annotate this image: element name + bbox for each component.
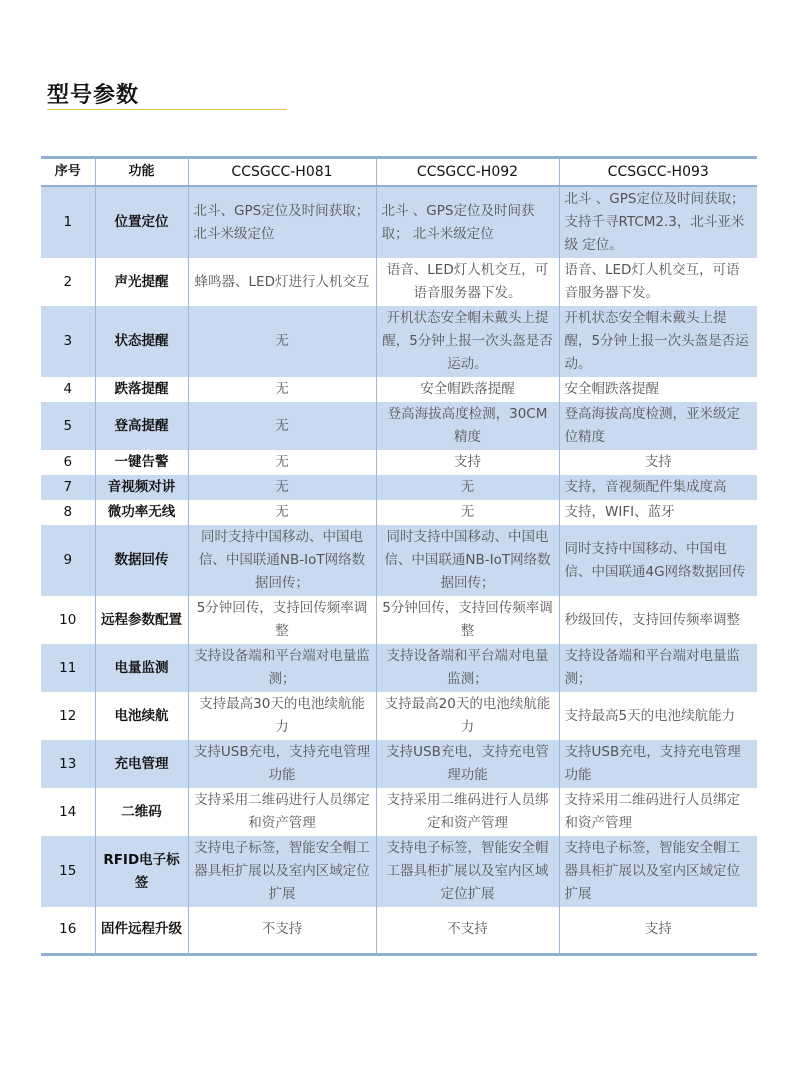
row-no: 1 xyxy=(41,186,95,258)
cell-h093: 支持，WIFI、蓝牙 xyxy=(559,500,757,525)
cell-h081: 蜂鸣器、LED灯进行人机交互 xyxy=(188,258,376,306)
cell-h081: 无 xyxy=(188,306,376,377)
table-row xyxy=(41,788,757,836)
row-function: 声光提醒 xyxy=(95,258,188,306)
cell-h081: 支持USB充电，支持充电管理功能 xyxy=(188,740,376,788)
table-row xyxy=(41,475,757,500)
row-function: 微功率无线 xyxy=(95,500,188,525)
cell-h081: 支持采用二维码进行人员绑定和资产管理 xyxy=(188,788,376,836)
cell-h093: 语音、LED灯人机交互，可语音服务器下发。 xyxy=(559,258,757,306)
header-h081: CCSGCC-H081 xyxy=(188,158,376,187)
cell-h093: 支持采用二维码进行人员绑定和资产管理 xyxy=(559,788,757,836)
cell-h081: 支持最高30天的电池续航能力 xyxy=(188,692,376,740)
cell-h092: 语音、LED灯人机交互，可语音服务器下发。 xyxy=(376,258,559,306)
table-row xyxy=(41,836,757,907)
cell-h081: 无 xyxy=(188,377,376,402)
cell-h092: 支持设备端和平台端对电量监测； xyxy=(376,644,559,692)
cell-h093: 支持 xyxy=(559,907,757,954)
cell-h093: 支持，音视频配件集成度高 xyxy=(559,475,757,500)
cell-h093: 登高海拔高度检测，亚米级定位精度 xyxy=(559,402,757,450)
cell-h092: 无 xyxy=(376,500,559,525)
row-no: 2 xyxy=(41,258,95,306)
row-no: 9 xyxy=(41,525,95,596)
cell-h092: 支持USB充电，支持充电管理功能 xyxy=(376,740,559,788)
table-row xyxy=(41,644,757,692)
row-no: 8 xyxy=(41,500,95,525)
cell-h081: 不支持 xyxy=(188,907,376,954)
row-no: 4 xyxy=(41,377,95,402)
row-function: 数据回传 xyxy=(95,525,188,596)
cell-h081: 北斗、GPS定位及时间获取； 北斗米级定位 xyxy=(188,186,376,258)
cell-h081: 无 xyxy=(188,500,376,525)
title-underline xyxy=(47,109,287,110)
row-function: RFID电子标签 xyxy=(95,836,188,907)
row-function: 电量监测 xyxy=(95,644,188,692)
table-row xyxy=(41,596,757,644)
cell-h081: 无 xyxy=(188,475,376,500)
table-row xyxy=(41,450,757,475)
row-function: 音视频对讲 xyxy=(95,475,188,500)
row-function: 固件远程升级 xyxy=(95,907,188,954)
table-row xyxy=(41,740,757,788)
cell-h093: 支持USB充电，支持充电管理功能 xyxy=(559,740,757,788)
cell-h092: 支持采用二维码进行人员绑定和资产管理 xyxy=(376,788,559,836)
header-h093: CCSGCC-H093 xyxy=(559,158,757,187)
cell-h081: 5分钟回传，支持回传频率调整 xyxy=(188,596,376,644)
page-title: 型号参数 xyxy=(47,83,140,108)
row-no: 3 xyxy=(41,306,95,377)
table-header-row xyxy=(41,158,757,187)
row-function: 电池续航 xyxy=(95,692,188,740)
cell-h092: 无 xyxy=(376,475,559,500)
table-row xyxy=(41,186,757,258)
cell-h092: 开机状态安全帽未戴头上提醒，5分钟上报一次头盔是否运动。 xyxy=(376,306,559,377)
cell-h092: 5分钟回传，支持回传频率调整 xyxy=(376,596,559,644)
cell-h092: 同时支持中国移动、中国电信、中国联通NB-IoT网络数据回传； xyxy=(376,525,559,596)
table-row xyxy=(41,402,757,450)
header-h092: CCSGCC-H092 xyxy=(376,158,559,187)
row-no: 6 xyxy=(41,450,95,475)
spec-table xyxy=(41,156,757,956)
row-function: 二维码 xyxy=(95,788,188,836)
row-no: 5 xyxy=(41,402,95,450)
row-no: 15 xyxy=(41,836,95,907)
cell-h081: 支持设备端和平台端对电量监测； xyxy=(188,644,376,692)
row-function: 充电管理 xyxy=(95,740,188,788)
table-row xyxy=(41,377,757,402)
row-function: 远程参数配置 xyxy=(95,596,188,644)
row-function: 状态提醒 xyxy=(95,306,188,377)
table-row xyxy=(41,692,757,740)
cell-h092: 支持 xyxy=(376,450,559,475)
cell-h081: 支持电子标签，智能安全帽工器具柜扩展以及室内区域定位扩展 xyxy=(188,836,376,907)
cell-h093: 支持电子标签，智能安全帽工器具柜扩展以及室内区域定位扩展 xyxy=(559,836,757,907)
cell-h092: 登高海拔高度检测，30CM精度 xyxy=(376,402,559,450)
cell-h081: 无 xyxy=(188,450,376,475)
row-no: 14 xyxy=(41,788,95,836)
cell-h093: 秒级回传，支持回传频率调整 xyxy=(559,596,757,644)
cell-h092: 北斗 、GPS定位及时间获取； 北斗米级定位 xyxy=(376,186,559,258)
row-no: 13 xyxy=(41,740,95,788)
cell-h093: 北斗 、GPS定位及时间获取；支持千寻RTCM2.3，北斗亚米级 定位。 xyxy=(559,186,757,258)
table-row xyxy=(41,258,757,306)
table-row xyxy=(41,525,757,596)
cell-h092: 安全帽跌落提醒 xyxy=(376,377,559,402)
row-function: 跌落提醒 xyxy=(95,377,188,402)
cell-h093: 支持 xyxy=(559,450,757,475)
cell-h093: 同时支持中国移动、中国电信、中国联通4G网络数据回传 xyxy=(559,525,757,596)
row-no: 11 xyxy=(41,644,95,692)
cell-h092: 支持最高20天的电池续航能力 xyxy=(376,692,559,740)
header-no: 序号 xyxy=(41,158,95,187)
table-row xyxy=(41,907,757,954)
row-no: 7 xyxy=(41,475,95,500)
row-no: 10 xyxy=(41,596,95,644)
cell-h092: 不支持 xyxy=(376,907,559,954)
row-no: 12 xyxy=(41,692,95,740)
row-function: 一键告警 xyxy=(95,450,188,475)
table-row xyxy=(41,500,757,525)
row-function: 位置定位 xyxy=(95,186,188,258)
cell-h093: 支持最高5天的电池续航能力 xyxy=(559,692,757,740)
cell-h093: 开机状态安全帽未戴头上提醒，5分钟上报一次头盔是否运动。 xyxy=(559,306,757,377)
cell-h093: 支持设备端和平台端对电量监测； xyxy=(559,644,757,692)
cell-h081: 同时支持中国移动、中国电信、中国联通NB-IoT网络数据回传； xyxy=(188,525,376,596)
row-function: 登高提醒 xyxy=(95,402,188,450)
cell-h093: 安全帽跌落提醒 xyxy=(559,377,757,402)
header-function: 功能 xyxy=(95,158,188,187)
cell-h092: 支持电子标签，智能安全帽工器具柜扩展以及室内区域定位扩展 xyxy=(376,836,559,907)
cell-h081: 无 xyxy=(188,402,376,450)
row-no: 16 xyxy=(41,907,95,954)
table-row xyxy=(41,306,757,377)
